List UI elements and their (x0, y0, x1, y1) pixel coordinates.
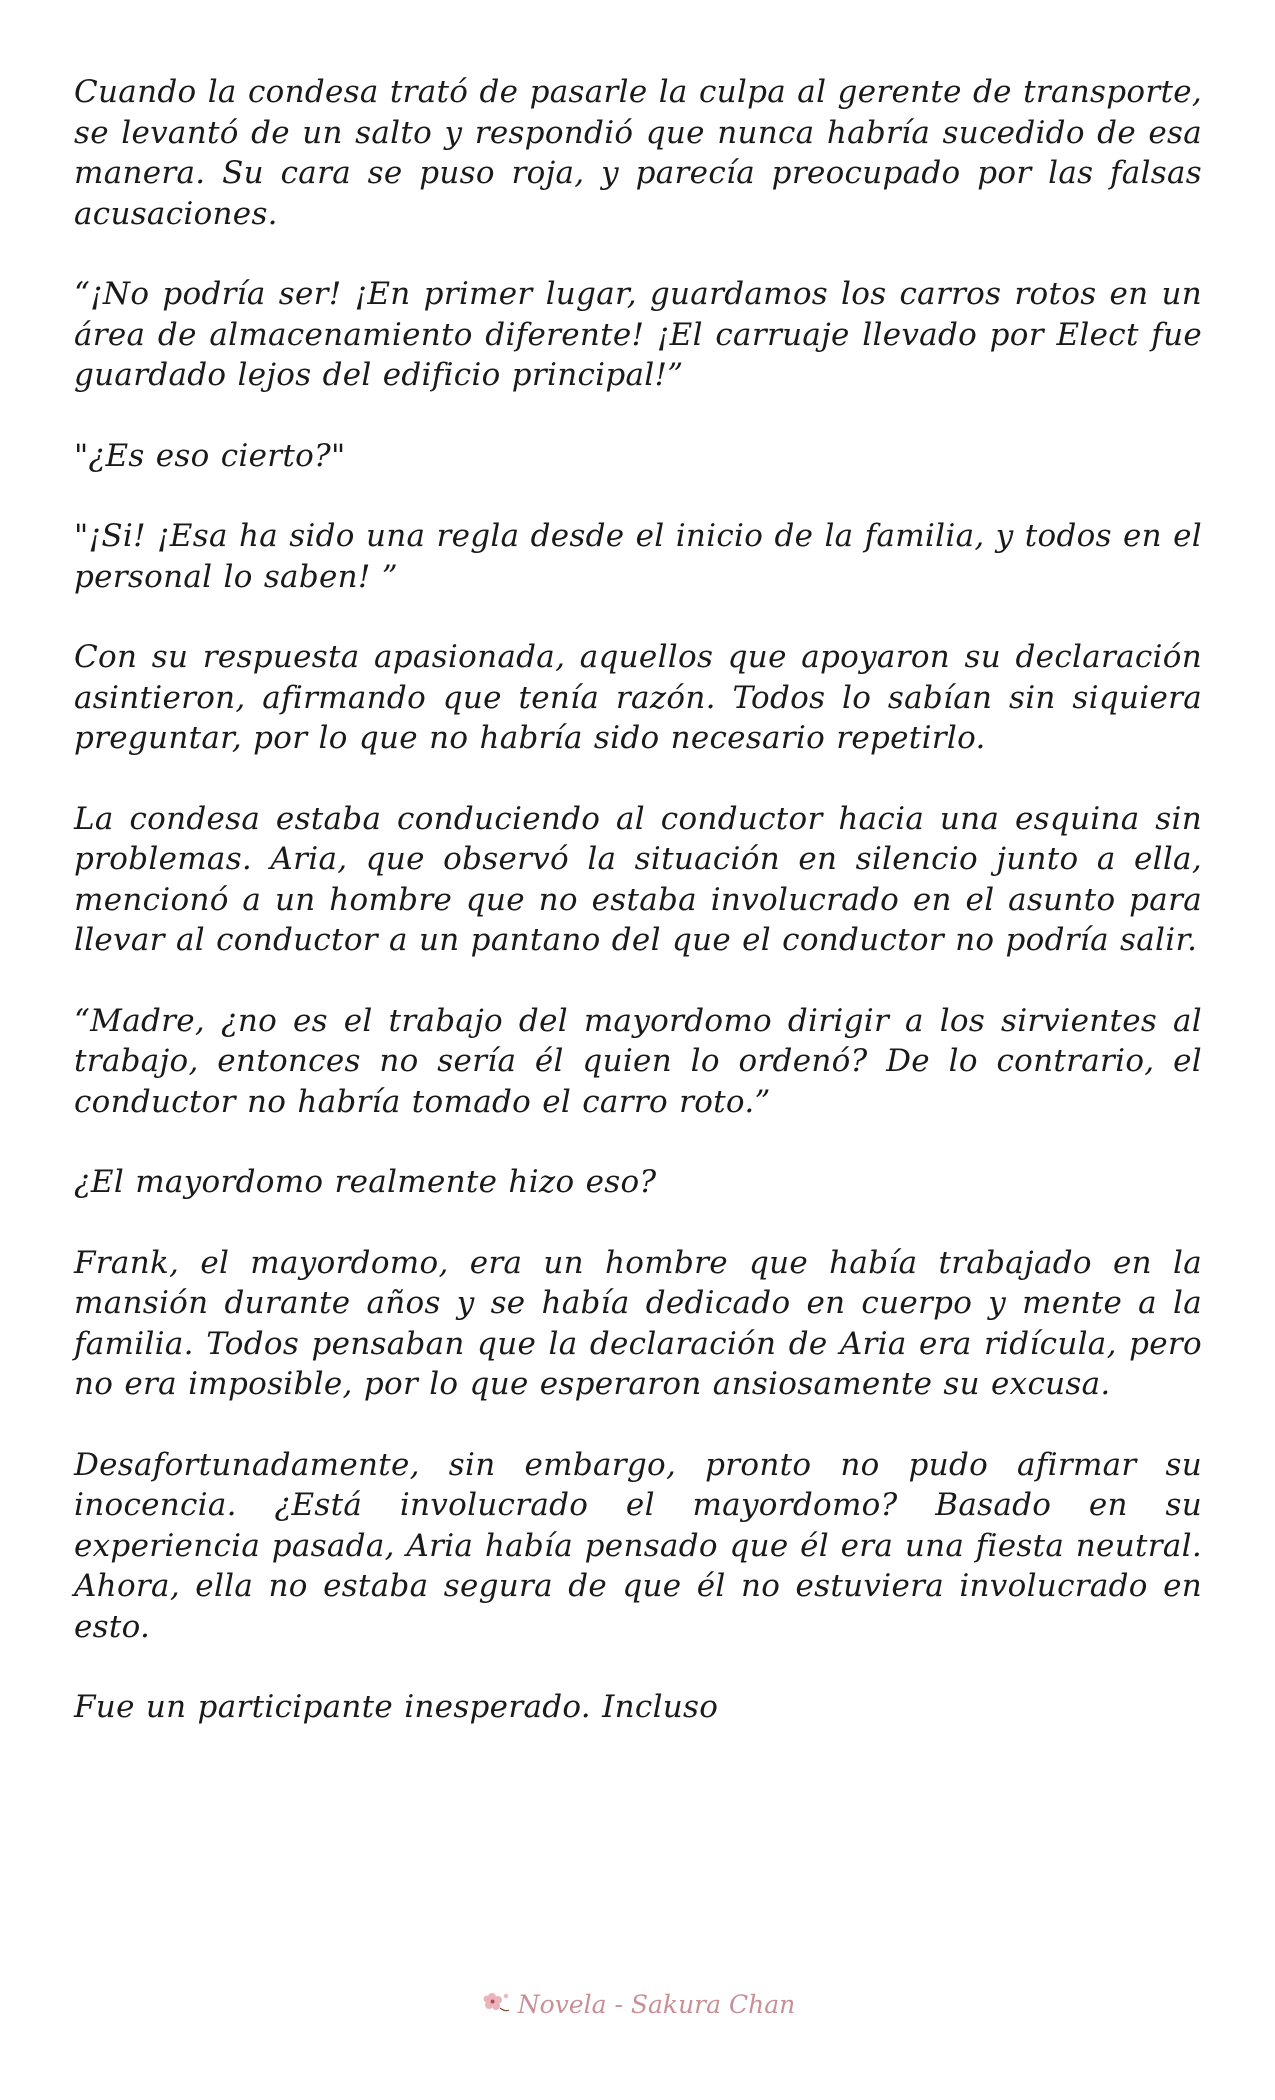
paragraph-9: Frank, el mayordomo, era un hombre que había trabajado en la mansión durante años y se había dedicado en cuerpo y mente a la familia. Todos pensaban que la declaración de Aria era ridícula, pero no era imposible, por lo que esperaron ansiosamente su excusa. (74, 1244, 1202, 1402)
paragraph-6: La condesa estaba conduciendo al conductor hacia una esquina sin problemas. Aria, que observó la situación en silencio junto a ella, mencionó a un hombre que no estaba involucrado en el asunto para llevar al conductor a un pantano del que el conductor no podría salir. (74, 800, 1202, 958)
paragraph-10: Desafortunadamente, sin embargo, pronto no pudo afirmar su inocencia. ¿Está involucrado el mayordomo? Basado en su experiencia pasada, Aria había pensado que él era una fiesta neutral. Ahora, ella no estaba segura de que él no estuviera involucrado en esto. (74, 1446, 1202, 1645)
paragraph-2: “¡No podría ser! ¡En primer lugar, guardamos los carros rotos en un área de almacenamiento diferente! ¡El carruaje llevado por Elect fue guardado lejos del edificio principal!” (74, 276, 1202, 393)
watermark (0, 1990, 1275, 2023)
paragraph-7: “Madre, ¿no es el trabajo del mayordomo dirigir a los sirvientes al trabajo, entonces no sería él quien lo ordenó? De lo contrario, el conductor no habría tomado el carro roto.” (74, 1002, 1202, 1120)
document-body (74, 72, 1202, 1768)
paragraph-8: ¿El mayordomo realmente hizo eso? (74, 1164, 657, 1200)
paragraph-5: Con su respuesta apasionada, aquellos que apoyaron su declaración asintieron, afirmando que tenía razón. Todos lo sabían sin siquiera preguntar, por lo que no habría sido necesario repetirlo. (74, 639, 1202, 756)
paragraph-1: Cuando la condesa trató de pasarle la culpa al gerente de transporte, se levantó de un salto y respondió que nunca habría sucedido de esa manera. Su cara se puso roja, y parecía preocupado por las falsas acusaciones. (74, 74, 1202, 232)
paragraph-11: Fue un participante inesperado. Incluso (74, 1689, 719, 1725)
paragraph-4: "¡Si! ¡Esa ha sido una regla desde el inicio de la familia, y todos en el personal lo saben! ” (74, 518, 1202, 595)
paragraph-3: "¿Es eso cierto?" (74, 437, 346, 474)
watermark-text: Novela - Sakura Chan (517, 1990, 796, 2019)
sakura-flower-icon (480, 1988, 512, 2020)
